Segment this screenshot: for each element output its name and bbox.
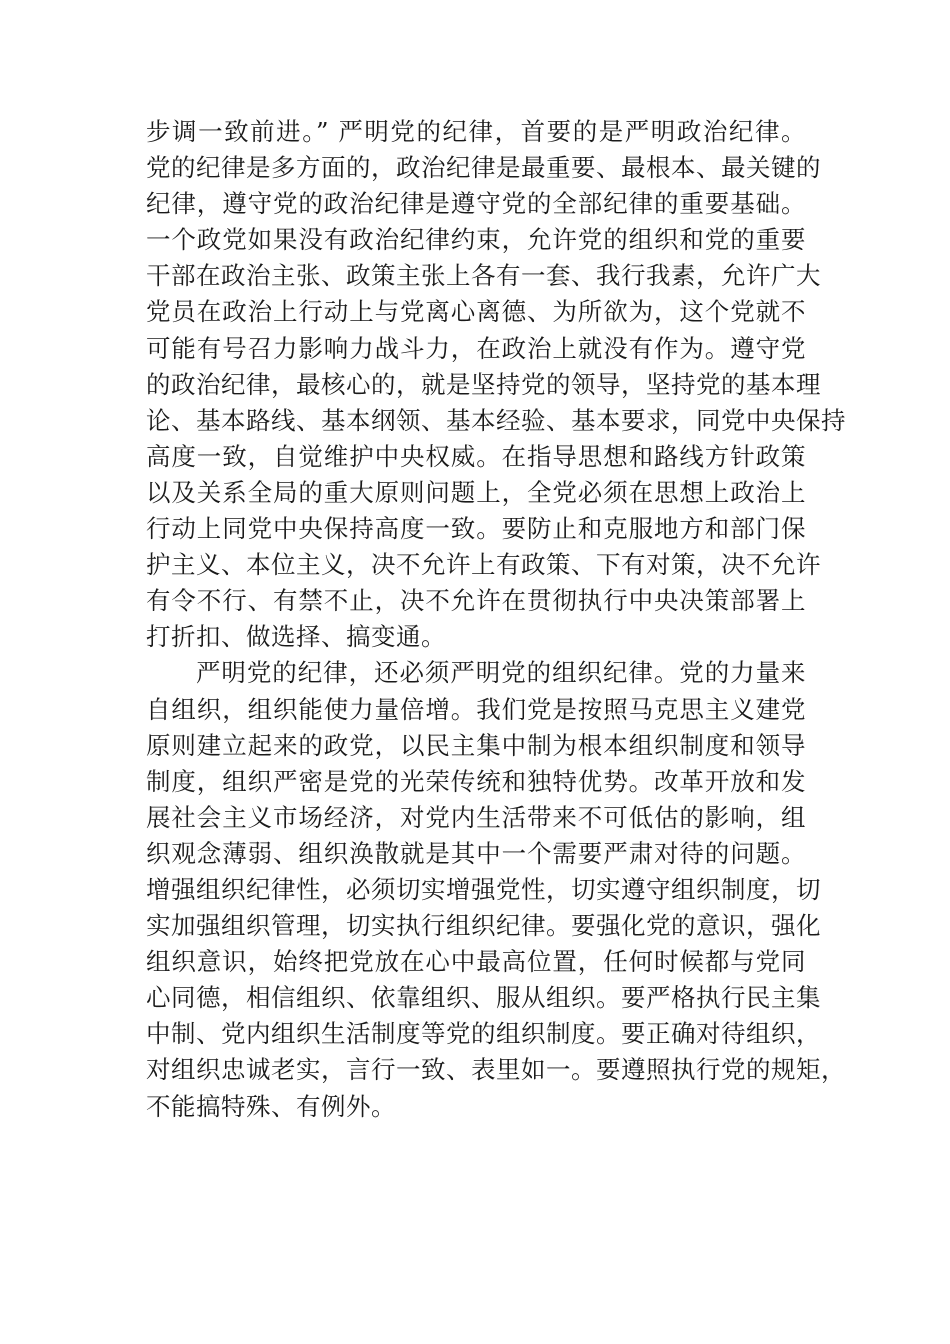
- text-line: 以及关系全局的重大原则问题上，全党必须在思想上政治上: [146, 477, 806, 507]
- text-line: 自组织，组织能使力量倍增。我们党是按照马克思主义建党: [146, 694, 806, 724]
- text-line: 党员在政治上行动上与党离心离德、为所欲为，这个党就不: [146, 297, 806, 327]
- text-line: 心同德，相信组织、依靠组织、服从组织。要严格执行民主集: [146, 983, 821, 1013]
- text-line: 制度，组织严密是党的光荣传统和独特优势。改革开放和发: [146, 766, 806, 796]
- text-line: 增强组织纪律性，必须切实增强党性，切实遵守组织制度，切: [146, 874, 821, 904]
- text-line: 原则建立起来的政党，以民主集中制为根本组织制度和领导: [146, 730, 806, 760]
- text-line: 不能搞特殊、有例外。: [146, 1091, 396, 1121]
- text-line: 论、基本路线、基本纲领、基本经验、基本要求，同党中央保持: [146, 405, 846, 435]
- text-line: 有令不行、有禁不止，决不允许在贯彻执行中央决策部署上: [146, 586, 806, 616]
- text-line: 织观念薄弱、组织涣散就是其中一个需要严肃对待的问题。: [146, 838, 806, 868]
- text-line: 高度一致，自觉维护中央权威。在指导思想和路线方针政策: [146, 441, 806, 471]
- document-body: [146, 114, 846, 1125]
- text-line: 展社会主义市场经济，对党内生活带来不可低估的影响，组: [146, 802, 806, 832]
- text-line: 干部在政治主张、政策主张上各有一套、我行我素，允许广大: [146, 261, 821, 291]
- text-line: 中制、党内组织生活制度等党的组织制度。要正确对待组织，: [146, 1019, 821, 1049]
- text-line: 纪律，遵守党的政治纪律是遵守党的全部纪律的重要基础。: [146, 189, 806, 219]
- text-line: 步调一致前进。” 严明党的纪律，首要的是严明政治纪律。: [146, 117, 806, 146]
- text-line: 可能有号召力影响力战斗力，在政治上就没有作为。遵守党: [146, 333, 806, 363]
- paragraph-1: [146, 114, 846, 655]
- text-line: 打折扣、做选择、搞变通。: [146, 622, 446, 652]
- text-line: 一个政党如果没有政治纪律约束，允许党的组织和党的重要: [146, 225, 806, 255]
- text-line: 严明党的纪律，还必须严明党的组织纪律。党的力量来: [196, 658, 806, 688]
- text-line: 党的纪律是多方面的，政治纪律是最重要、最根本、最关键的: [146, 153, 821, 183]
- text-line: 的政治纪律，最核心的，就是坚持党的领导，坚持党的基本理: [146, 369, 821, 399]
- text-line: 护主义、本位主义，决不允许上有政策、下有对策，决不允许: [146, 550, 821, 580]
- text-line: 组织意识，始终把党放在心中最高位置，任何时候都与党同: [146, 947, 806, 977]
- paragraph-2: [146, 655, 846, 1124]
- text-line: 行动上同党中央保持高度一致。要防止和克服地方和部门保: [146, 514, 806, 544]
- text-line: 实加强组织管理，切实执行组织纪律。要强化党的意识，强化: [146, 911, 821, 941]
- text-line: 对组织忠诚老实，言行一致、表里如一。要遵照执行党的规矩，: [146, 1055, 846, 1085]
